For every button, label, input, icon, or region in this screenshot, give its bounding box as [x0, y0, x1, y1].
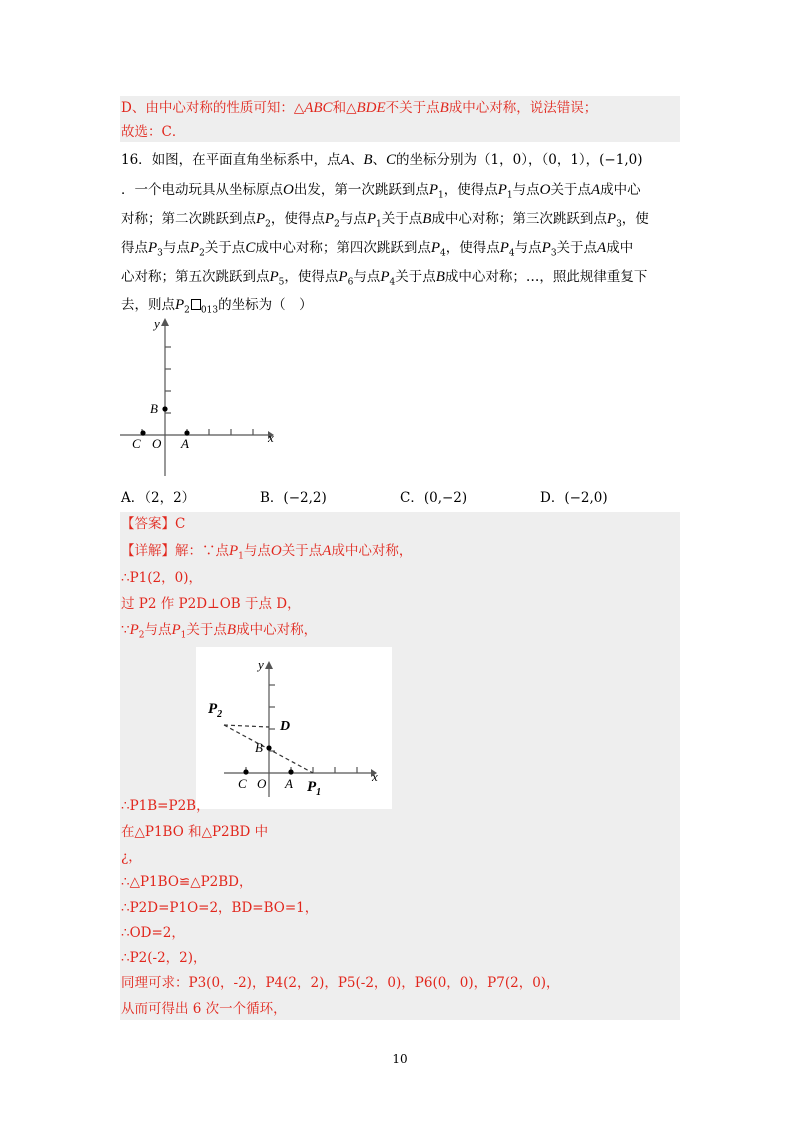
point-c-2 — [243, 769, 248, 774]
label-a: A — [181, 436, 189, 451]
point-c — [140, 430, 145, 435]
step-7: ∴P2(-2，2)， — [121, 950, 207, 966]
label-o-2: O — [257, 776, 267, 791]
label-x-2: x — [372, 769, 378, 784]
step-1: ∴P1B=P2B， — [121, 798, 210, 814]
choice-d: D．(−2,0) — [540, 490, 608, 506]
step-4: ∴△P1BO≌△P2BD， — [121, 874, 253, 890]
step-3: ¿， — [121, 849, 142, 865]
coordinate-figure-2 — [196, 647, 392, 809]
step-2: 在△P1BO 和△P2BD 中 — [121, 824, 269, 840]
p1-coord-line: ∴P1(2，0)， — [121, 570, 202, 586]
step-9: 从而可得出 6 次一个循环， — [121, 1001, 287, 1017]
choice-c: C．(0,−2) — [400, 490, 468, 506]
step-6: ∴OD=2， — [121, 925, 185, 941]
detail-line: 【详解】解：∵点$P_1$与点O关于点A成中心对称， — [121, 543, 413, 562]
label-c: C — [132, 436, 141, 451]
step-5: ∴P2D=P1O=2，BD=BO=1， — [121, 900, 319, 916]
label-y: y — [154, 316, 160, 331]
label-x: x — [268, 430, 274, 445]
choice-a: A．（2，2） — [121, 490, 196, 506]
prev-answer-line-d: D、由中心对称的性质可知：△ABC和△BDE不关于点B成中心对称，说法错误； — [121, 100, 598, 116]
because2-line: $\because P_2$与点$P_1$关于点B成中心对称， — [121, 622, 318, 641]
label-o: O — [152, 436, 162, 451]
label-a-2: A — [285, 776, 293, 791]
point-b — [162, 406, 167, 411]
prev-answer-conclusion: 故选：C． — [121, 124, 186, 140]
question-line-6: 去，则点$P_2$ $_{013}$的坐标为（ ） — [121, 297, 313, 316]
perp-line: 过 P2 作 P2D⊥OB 于点 D， — [121, 596, 301, 612]
answer-line: 【答案】C — [121, 516, 186, 532]
label-d: D — [280, 719, 291, 734]
question-line-4: 得点$P_3$与点$P_2$关于点C成中心对称；第四次跳跃到点$P_4$，使得点$P_4$与点$P_3$关于点A成中 — [121, 240, 634, 259]
question-line-3: 对称；第二次跳跃到点$P_2$，使得点$P_2$与点$P_1$关于点B成中心对称；第三次跳跃到点$P_3$，使 — [121, 211, 649, 230]
label-y-2: y — [258, 657, 264, 672]
y-arrow-icon — [161, 318, 169, 326]
page-number: 10 — [392, 1052, 408, 1066]
step-8: 同理可求：P3(0，-2)，P4(2，2)，P5(-2，0)，P6(0，0)，P7(2，0)， — [121, 975, 560, 991]
question-line-2: ．一个电动玩具从坐标原点O出发，第一次跳跃到点$P_1$，使得点$P_1$与点O关于点A成中心 — [121, 182, 641, 201]
point-a — [184, 430, 189, 435]
label-b: B — [150, 401, 158, 416]
point-a-2 — [288, 769, 293, 774]
label-p1: $P_1$ — [307, 779, 322, 798]
point-b-2 — [266, 745, 271, 750]
choice-b: B．(−2,2) — [260, 490, 327, 506]
question-line-5: 心对称；第五次跳跃到点$P_5$，使得点$P_6$与点$P_4$关于点B成中心对称；…，照此规律重复下 — [121, 269, 648, 288]
question-line-1: 16．如图，在平面直角坐标系中，点A、B、C的坐标分别为（1，0），（0，1），(−1,0) — [121, 152, 643, 168]
label-c-2: C — [238, 776, 247, 791]
missing-glyph-box — [191, 299, 201, 310]
label-p2: $P_2$ — [208, 701, 223, 720]
label-b-2: B — [255, 740, 263, 755]
coordinate-figure-1 — [118, 314, 278, 484]
